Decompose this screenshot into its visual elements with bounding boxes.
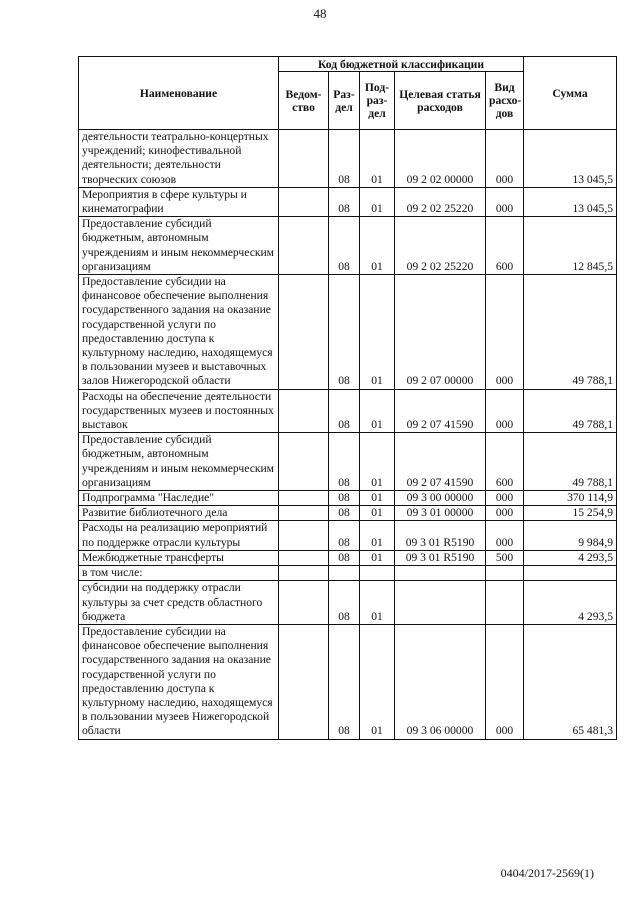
header-subsection: Под-раз-дел — [360, 72, 395, 130]
cell-name: Предоставление субсидий бюджетным, автономным учреждениям и иным некоммерческим организациям — [79, 433, 279, 491]
table-row — [79, 217, 617, 275]
cell-name: Расходы на реализацию мероприятий по поддержке отрасли культуры — [79, 521, 279, 550]
cell-vedomstvo — [279, 389, 329, 433]
cell-celevaya: 09 2 07 41590 — [395, 389, 486, 433]
cell-vedomstvo — [279, 275, 329, 390]
cell-razdel: 08 — [329, 217, 360, 275]
cell-summa: 15 254,9 — [524, 506, 617, 521]
cell-name: субсидии на поддержку отрасли культуры за счет средств областного бюджета — [79, 581, 279, 625]
table-row — [79, 389, 617, 433]
cell-razdel: 08 — [329, 130, 360, 188]
cell-vid: 600 — [486, 217, 524, 275]
cell-name: Мероприятия в сфере культуры и кинематографии — [79, 187, 279, 216]
header-section: Раз-дел — [329, 72, 360, 130]
cell-name: Межбюджетные трансферты — [79, 550, 279, 565]
cell-vid: 000 — [486, 506, 524, 521]
cell-razdel: 08 — [329, 521, 360, 550]
cell-celevaya: 09 3 00 00000 — [395, 491, 486, 506]
table-row — [79, 491, 617, 506]
cell-vedomstvo — [279, 491, 329, 506]
cell-summa: 65 481,3 — [524, 624, 617, 739]
cell-vid: 000 — [486, 624, 524, 739]
cell-podrazdel — [360, 566, 395, 581]
cell-vid: 000 — [486, 130, 524, 188]
cell-podrazdel: 01 — [360, 187, 395, 216]
cell-razdel: 08 — [329, 581, 360, 625]
cell-name: в том числе: — [79, 566, 279, 581]
cell-summa: 13 045,5 — [524, 130, 617, 188]
cell-name: Предоставление субсидии на финансовое обеспечение выполнения государственного задания на оказание государственной услуги по предоставлению доступа к культурному наследию, находящемуся в пользовании музеев и выставочных залов Нижегородской области — [79, 275, 279, 390]
table-row — [79, 566, 617, 581]
cell-name: деятельности театрально-концертных учреждений; кинофестивальной деятельности; деятельности творческих союзов — [79, 130, 279, 188]
cell-vid: 000 — [486, 187, 524, 216]
header-name: Наименование — [79, 57, 279, 130]
page-number: 48 — [313, 6, 327, 21]
cell-celevaya: 09 3 01 00000 — [395, 506, 486, 521]
cell-razdel: 08 — [329, 491, 360, 506]
cell-podrazdel: 01 — [360, 581, 395, 625]
cell-vid: 500 — [486, 550, 524, 565]
cell-razdel: 08 — [329, 506, 360, 521]
table-row — [79, 550, 617, 565]
header-sum: Сумма — [524, 57, 617, 130]
cell-vid — [486, 566, 524, 581]
table-row — [79, 624, 617, 739]
cell-celevaya — [395, 581, 486, 625]
table-row — [79, 187, 617, 216]
cell-summa: 49 788,1 — [524, 275, 617, 390]
cell-name: Подпрограмма "Наследие" — [79, 491, 279, 506]
cell-podrazdel: 01 — [360, 217, 395, 275]
cell-vid: 000 — [486, 521, 524, 550]
cell-vid — [486, 581, 524, 625]
cell-razdel — [329, 566, 360, 581]
cell-summa — [524, 566, 617, 581]
header-target-article: Целевая статья расходов — [395, 72, 486, 130]
header-budget-classification-code: Код бюджетной классификации — [279, 57, 524, 72]
cell-vedomstvo — [279, 506, 329, 521]
cell-vid: 000 — [486, 491, 524, 506]
cell-name: Предоставление субсидий бюджетным, автономным учреждениям и иным некоммерческим организациям — [79, 217, 279, 275]
cell-celevaya — [395, 566, 486, 581]
cell-vedomstvo — [279, 566, 329, 581]
cell-vid: 600 — [486, 433, 524, 491]
cell-celevaya: 09 3 06 00000 — [395, 624, 486, 739]
cell-celevaya: 09 3 01 R5190 — [395, 521, 486, 550]
cell-vedomstvo — [279, 521, 329, 550]
cell-razdel: 08 — [329, 624, 360, 739]
cell-razdel: 08 — [329, 433, 360, 491]
header-department: Ведом-ство — [279, 72, 329, 130]
table-body — [79, 130, 617, 740]
cell-podrazdel: 01 — [360, 130, 395, 188]
cell-celevaya: 09 2 07 00000 — [395, 275, 486, 390]
cell-podrazdel: 01 — [360, 521, 395, 550]
cell-vid: 000 — [486, 389, 524, 433]
document-code: 0404/2017-2569(1) — [500, 866, 594, 880]
cell-summa: 4 293,5 — [524, 550, 617, 565]
cell-celevaya: 09 2 02 25220 — [395, 187, 486, 216]
cell-razdel: 08 — [329, 275, 360, 390]
table-row — [79, 130, 617, 188]
cell-summa: 4 293,5 — [524, 581, 617, 625]
cell-vedomstvo — [279, 433, 329, 491]
header-expense-type: Вид расхо-дов — [486, 72, 524, 130]
cell-vedomstvo — [279, 581, 329, 625]
table-row — [79, 506, 617, 521]
cell-name: Развитие библиотечного дела — [79, 506, 279, 521]
budget-classification-table — [78, 56, 617, 740]
cell-celevaya: 09 3 01 R5190 — [395, 550, 486, 565]
cell-summa: 370 114,9 — [524, 491, 617, 506]
cell-summa: 12 845,5 — [524, 217, 617, 275]
table-row — [79, 521, 617, 550]
cell-summa: 49 788,1 — [524, 433, 617, 491]
cell-podrazdel: 01 — [360, 550, 395, 565]
cell-podrazdel: 01 — [360, 491, 395, 506]
cell-vedomstvo — [279, 130, 329, 188]
cell-name: Предоставление субсидии на финансовое обеспечение выполнения государственного задания на оказание государственной услуги по предоставлению доступа к культурному наследию, находящемуся в пользовании музеев Нижегородской области — [79, 624, 279, 739]
cell-podrazdel: 01 — [360, 275, 395, 390]
cell-vid: 000 — [486, 275, 524, 390]
cell-celevaya: 09 2 07 41590 — [395, 433, 486, 491]
cell-podrazdel: 01 — [360, 389, 395, 433]
cell-vedomstvo — [279, 550, 329, 565]
cell-vedomstvo — [279, 624, 329, 739]
cell-podrazdel: 01 — [360, 506, 395, 521]
cell-vedomstvo — [279, 187, 329, 216]
table-row — [79, 581, 617, 625]
table-row — [79, 433, 617, 491]
cell-razdel: 08 — [329, 187, 360, 216]
cell-celevaya: 09 2 02 25220 — [395, 217, 486, 275]
cell-podrazdel: 01 — [360, 433, 395, 491]
cell-summa: 9 984,9 — [524, 521, 617, 550]
cell-vedomstvo — [279, 217, 329, 275]
cell-razdel: 08 — [329, 389, 360, 433]
cell-name: Расходы на обеспечение деятельности государственных музеев и постоянных выставок — [79, 389, 279, 433]
cell-summa: 13 045,5 — [524, 187, 617, 216]
table-row — [79, 275, 617, 390]
cell-razdel: 08 — [329, 550, 360, 565]
cell-summa: 49 788,1 — [524, 389, 617, 433]
cell-podrazdel: 01 — [360, 624, 395, 739]
cell-celevaya: 09 2 02 00000 — [395, 130, 486, 188]
